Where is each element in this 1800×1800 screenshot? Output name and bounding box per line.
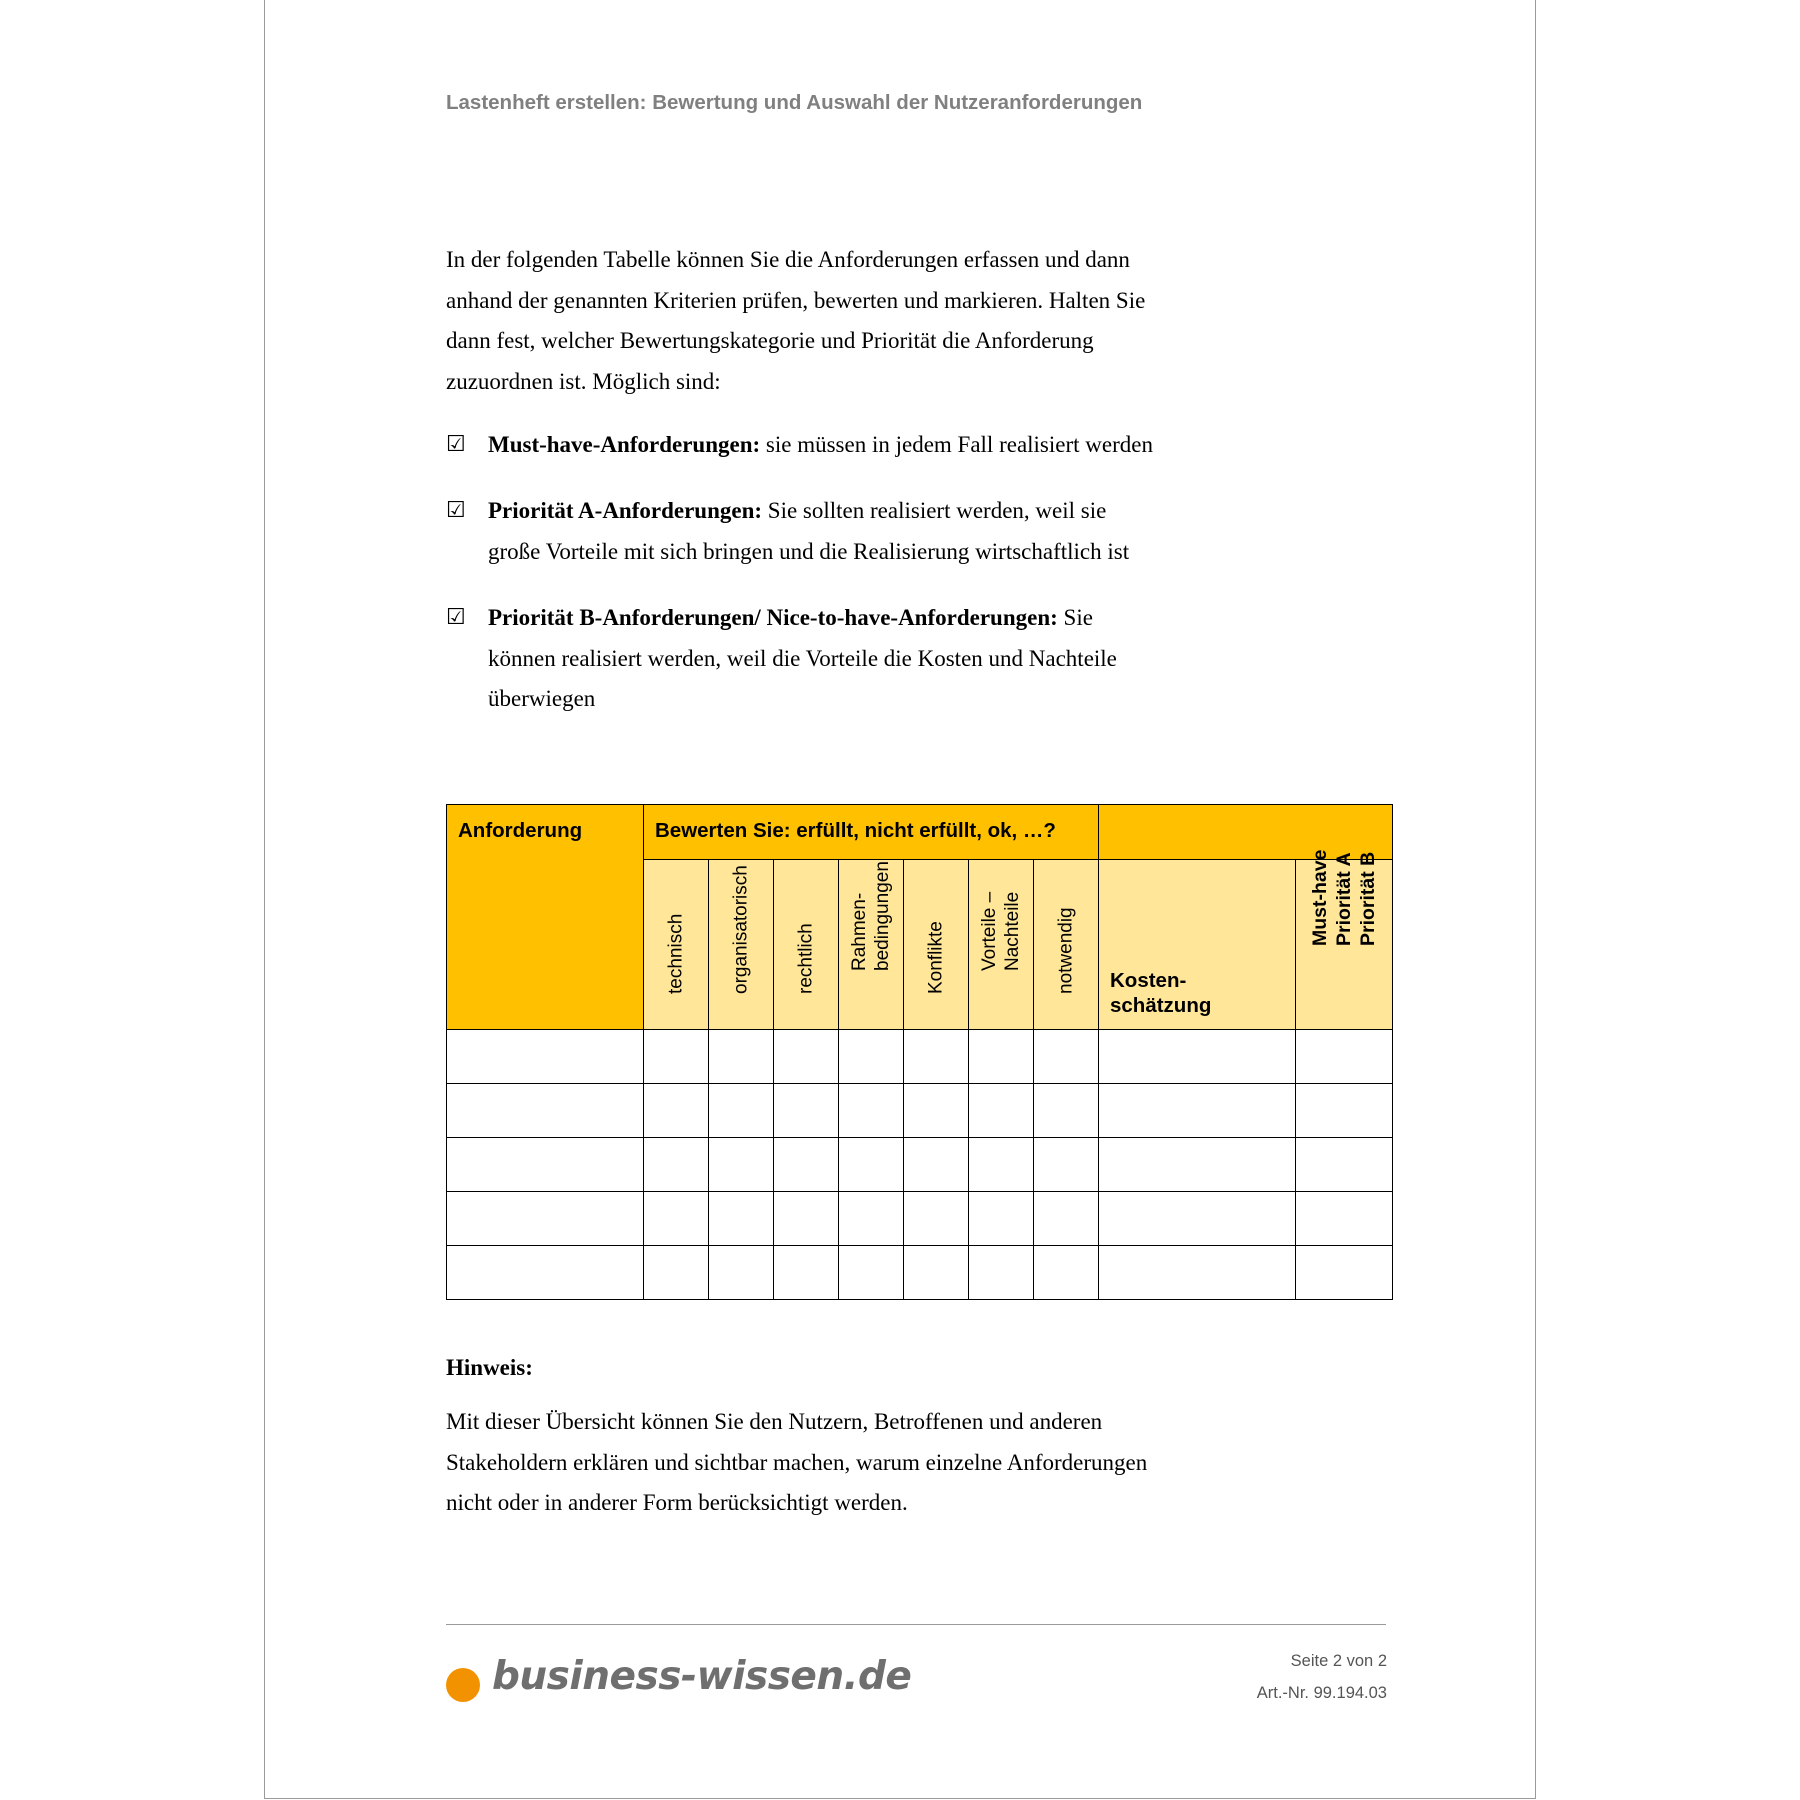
logo-dot-icon xyxy=(446,1668,480,1702)
table-row xyxy=(447,1030,1393,1084)
criterion-rahmenbedingungen xyxy=(839,860,904,1030)
logo-text: business-wissen.de xyxy=(492,1654,912,1699)
intro-line: anhand der genannten Kriterien prüfen, bewerten und markieren. Halten Sie xyxy=(446,287,1146,313)
table-cell[interactable] xyxy=(774,1138,839,1192)
table-cell[interactable] xyxy=(969,1138,1034,1192)
criterion-rechtlich xyxy=(774,860,839,1030)
priority-line: Priorität A xyxy=(1333,852,1355,946)
checkbox-icon: ☑ xyxy=(446,432,466,457)
table-cell[interactable] xyxy=(1296,1084,1393,1138)
table-cell[interactable] xyxy=(447,1192,644,1246)
table-cell[interactable] xyxy=(904,1084,969,1138)
bullet-text xyxy=(488,491,1206,572)
hinweis-heading: Hinweis: xyxy=(446,1355,533,1380)
kosten-line: schätzung xyxy=(1110,994,1212,1017)
intro-line: dann fest, welcher Bewertungskategorie und Priorität die Anforderung xyxy=(446,328,1094,353)
table-cell[interactable] xyxy=(1296,1138,1393,1192)
bullet-bold-label: Priorität A-Anforderungen: xyxy=(488,498,763,523)
criterion-label-line: Nachteile xyxy=(1002,891,1023,971)
bullet-bold-label: Priorität B-Anforderungen/ Nice-to-have-Anforderungen: xyxy=(488,605,1058,630)
hinweis-line: Stakeholdern erklären und sichtbar machen, warum einzelne Anforderungen xyxy=(446,1449,1148,1475)
table-row xyxy=(447,1138,1393,1192)
bullet-line: sie müssen in jedem Fall realisiert werden xyxy=(765,432,1153,457)
table-cell[interactable] xyxy=(1296,1192,1393,1246)
priority-line: Must-have xyxy=(1309,849,1331,946)
table-cell[interactable] xyxy=(1034,1192,1099,1246)
table-cell[interactable] xyxy=(969,1084,1034,1138)
table-cell[interactable] xyxy=(709,1084,774,1138)
bullet-prioritaet-a xyxy=(446,491,1206,572)
priority-line: Priorität B xyxy=(1357,851,1379,946)
table-cell[interactable] xyxy=(969,1192,1034,1246)
table-row xyxy=(447,1192,1393,1246)
criterion-notwendig xyxy=(1034,860,1099,1030)
criterion-technisch xyxy=(644,860,709,1030)
hinweis-line: nicht oder in anderer Form berücksichtigt werden. xyxy=(446,1490,908,1515)
bullet-bold-label: Must-have-Anforderungen: xyxy=(488,432,761,457)
table-cell[interactable] xyxy=(1034,1138,1099,1192)
criterion-label: Konflikte xyxy=(925,921,947,994)
table-row xyxy=(447,1246,1393,1300)
table-cell[interactable] xyxy=(774,1084,839,1138)
table-cell[interactable] xyxy=(969,1030,1034,1084)
table-cell[interactable] xyxy=(904,1246,969,1300)
table-cell[interactable] xyxy=(1296,1030,1393,1084)
table-cell[interactable] xyxy=(709,1030,774,1084)
page-header-title: Lastenheft erstellen: Bewertung und Auswahl der Nutzeranforderungen xyxy=(446,91,1143,114)
table-cell[interactable] xyxy=(447,1030,644,1084)
table-cell[interactable] xyxy=(644,1138,709,1192)
hinweis-paragraph xyxy=(446,1402,1206,1524)
table-cell[interactable] xyxy=(447,1084,644,1138)
intro-paragraph xyxy=(446,240,1206,402)
article-number: Art.-Nr. 99.194.03 xyxy=(1256,1684,1387,1702)
header-prioritaet xyxy=(1296,849,1393,1030)
table-row xyxy=(447,1084,1393,1138)
bullet-line: Sie sollten realisiert werden, weil sie xyxy=(767,498,1107,523)
page-number: Seite 2 von 2 xyxy=(1290,1652,1387,1670)
table-cell[interactable] xyxy=(644,1084,709,1138)
criterion-label xyxy=(848,861,894,971)
table-cell[interactable] xyxy=(709,1246,774,1300)
table-cell[interactable] xyxy=(774,1192,839,1246)
table-cell[interactable] xyxy=(1099,1246,1296,1300)
criterion-vorteile-nachteile xyxy=(969,860,1034,1030)
priority-label xyxy=(1308,850,1380,946)
criterion-label-line: Rahmen- xyxy=(849,892,870,971)
bullet-line: überwiegen xyxy=(488,686,596,711)
bullet-line: große Vorteile mit sich bringen und die Realisierung wirtschaftlich ist xyxy=(488,538,1130,564)
table-cell[interactable] xyxy=(1034,1084,1099,1138)
kosten-line: Kosten- xyxy=(1110,969,1187,992)
table-cell[interactable] xyxy=(1099,1084,1296,1138)
table-cell[interactable] xyxy=(644,1192,709,1246)
bullet-line: können realisiert werden, weil die Vorteile die Kosten und Nachteile xyxy=(488,645,1117,671)
table-cell[interactable] xyxy=(774,1246,839,1300)
table-cell[interactable] xyxy=(447,1138,644,1192)
bullet-line: Sie xyxy=(1063,605,1093,630)
hinweis-line: Mit dieser Übersicht können Sie den Nutzern, Betroffenen und anderen xyxy=(446,1409,1103,1434)
header-anforderung: Anforderung xyxy=(447,805,644,1030)
criterion-label: rechtlich xyxy=(795,923,817,994)
table-cell[interactable] xyxy=(839,1246,904,1300)
criterion-label-line: bedingungen xyxy=(872,861,893,971)
table-cell[interactable] xyxy=(644,1030,709,1084)
table-cell[interactable] xyxy=(969,1246,1034,1300)
table-cell[interactable] xyxy=(709,1192,774,1246)
table-cell[interactable] xyxy=(447,1246,644,1300)
intro-line: zuzuordnen ist. Möglich sind: xyxy=(446,368,721,394)
table-cell[interactable] xyxy=(644,1246,709,1300)
criterion-label: organisatorisch xyxy=(730,865,752,994)
bullet-must-have xyxy=(446,425,1206,466)
table-cell[interactable] xyxy=(904,1030,969,1084)
requirements-table xyxy=(446,804,1393,1300)
table-cell[interactable] xyxy=(839,1192,904,1246)
footer-divider xyxy=(446,1624,1386,1625)
document-page xyxy=(264,0,1536,1799)
table-cell[interactable] xyxy=(1296,1246,1393,1300)
table-cell[interactable] xyxy=(839,1138,904,1192)
intro-line: In der folgenden Tabelle können Sie die Anforderungen erfassen und dann xyxy=(446,247,1130,272)
bullet-prioritaet-b xyxy=(446,598,1206,720)
criterion-konflikte xyxy=(904,860,969,1030)
header-kostenschaetzung xyxy=(1099,860,1296,1030)
criterion-label-line: Vorteile – xyxy=(979,891,1000,971)
header-bewerten: Bewerten Sie: erfüllt, nicht erfüllt, ok, …? xyxy=(644,805,1099,860)
bullet-text xyxy=(488,425,1206,466)
table-cell[interactable] xyxy=(1099,1138,1296,1192)
criterion-label xyxy=(978,892,1024,971)
table-cell[interactable] xyxy=(839,1084,904,1138)
criterion-organisatorisch xyxy=(709,860,774,1030)
table-cell[interactable] xyxy=(904,1138,969,1192)
criterion-label: notwendig xyxy=(1055,907,1077,994)
table-body xyxy=(447,1030,1393,1300)
table-cell[interactable] xyxy=(1034,1030,1099,1084)
table-cell[interactable] xyxy=(1099,1192,1296,1246)
table-cell[interactable] xyxy=(774,1030,839,1084)
checkbox-icon: ☑ xyxy=(446,498,466,523)
checkbox-icon: ☑ xyxy=(446,605,466,630)
table-cell[interactable] xyxy=(839,1030,904,1084)
table-cell[interactable] xyxy=(1099,1030,1296,1084)
table-cell[interactable] xyxy=(1034,1246,1099,1300)
criterion-label: technisch xyxy=(665,913,687,994)
table-cell[interactable] xyxy=(904,1192,969,1246)
bullet-text xyxy=(488,598,1206,720)
table-cell[interactable] xyxy=(709,1138,774,1192)
